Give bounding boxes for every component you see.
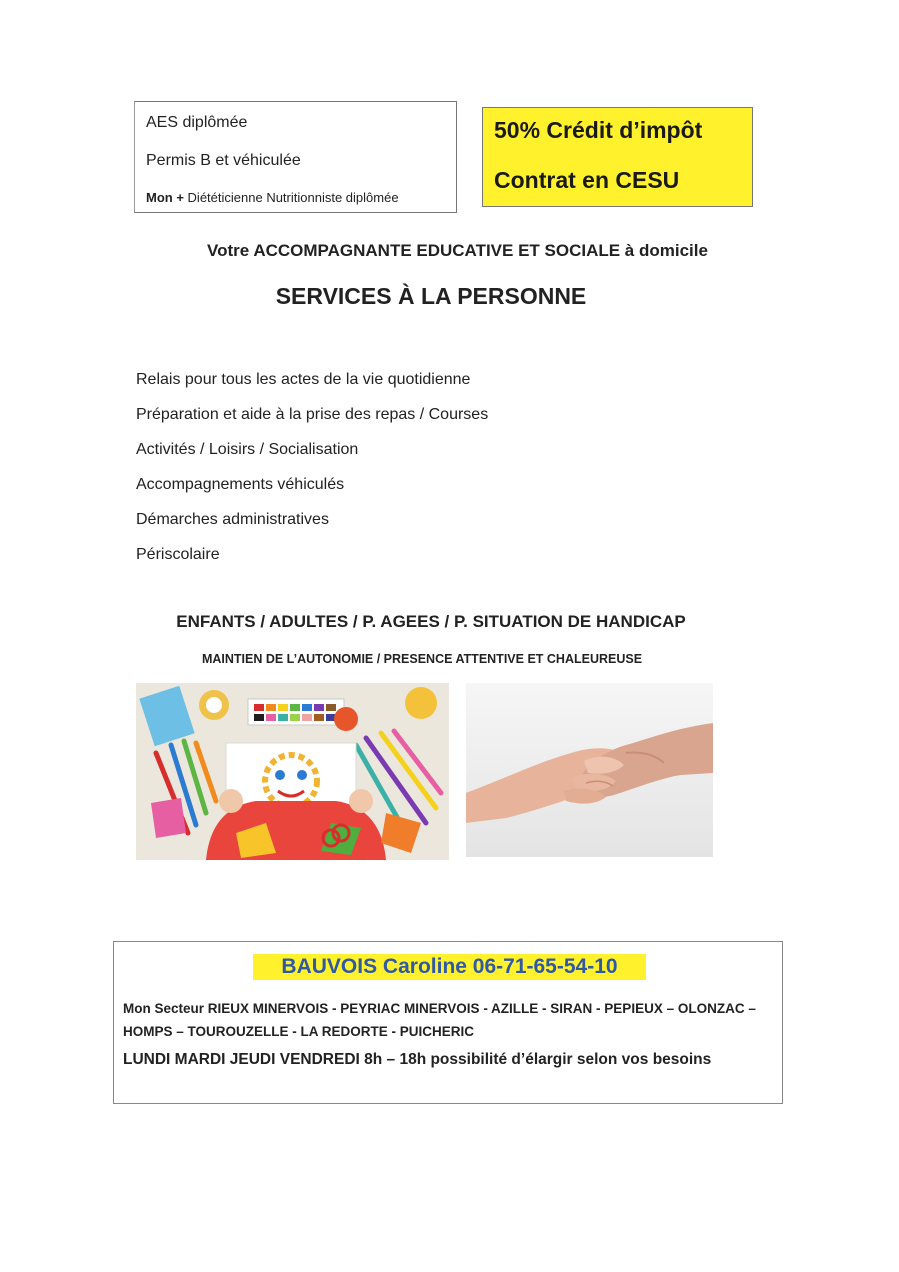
- qualification-dietitian: [146, 190, 399, 205]
- service-area: Mon Secteur RIEUX MINERVOIS - PEYRIAC MINERVOIS - AZILLE - SIRAN - PEPIEUX – OLONZAC – HOMPS – TOUROUZELLE - LA REDORTE - PUICHERIC: [123, 1001, 756, 1039]
- contact-name-phone: BAUVOIS Caroline 06-71-65-54-10: [253, 954, 646, 980]
- tagline: MAINTIEN DE L’AUTONOMIE / PRESENCE ATTENTIVE ET CHALEUREUSE: [201, 652, 643, 666]
- list-item: Périscolaire: [136, 546, 220, 563]
- qualification-prefix: Mon +: [146, 190, 184, 205]
- list-item: Démarches administratives: [136, 511, 329, 528]
- tax-credit-box: [482, 107, 753, 207]
- qualifications-box: [134, 101, 457, 213]
- qualification-dietitian-text: Diététicienne Nutritionniste diplômée: [187, 190, 399, 205]
- opening-hours: LUNDI MARDI JEUDI VENDREDI 8h – 18h possibilité d’élargir selon vos besoins: [123, 1051, 712, 1068]
- services-list: [136, 371, 488, 581]
- children-crafts-photo: [136, 683, 449, 860]
- cesu-contract-text: Contrat en CESU: [494, 167, 680, 193]
- list-item: Activités / Loisirs / Socialisation: [136, 441, 359, 458]
- qualification-license: Permis B et véhiculée: [146, 152, 301, 169]
- audience-heading: ENFANTS / ADULTES / P. AGEES / P. SITUATION DE HANDICAP: [176, 612, 686, 631]
- holding-hands-photo: [466, 683, 713, 857]
- page-subtitle: Votre ACCOMPAGNANTE EDUCATIVE ET SOCIALE à domicile: [207, 241, 708, 260]
- list-item: Accompagnements véhiculés: [136, 476, 345, 493]
- list-item: Préparation et aide à la prise des repas / Courses: [136, 406, 489, 423]
- list-item: Relais pour tous les actes de la vie quotidienne: [136, 371, 471, 388]
- contact-box: [113, 941, 783, 1104]
- tax-credit-text: 50% Crédit d’impôt: [494, 117, 703, 143]
- page-title: SERVICES À LA PERSONNE: [275, 283, 587, 309]
- qualification-aes: AES diplômée: [146, 114, 248, 131]
